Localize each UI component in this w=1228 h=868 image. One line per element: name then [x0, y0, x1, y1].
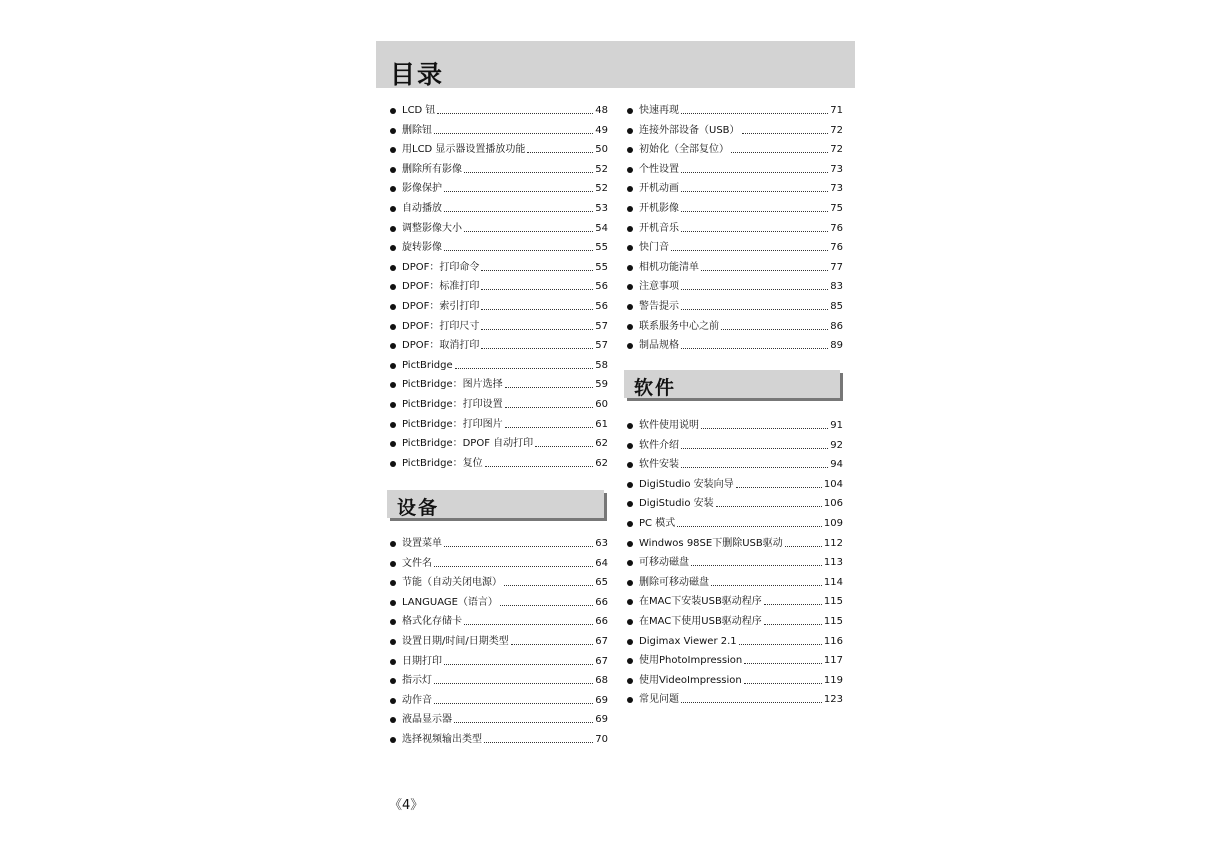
toc-entry-label: 软件介绍 — [639, 439, 679, 451]
dot-leader — [701, 428, 828, 429]
toc-entry-page: 89 — [830, 340, 843, 352]
toc-entry-page: 76 — [830, 242, 843, 254]
toc-entry-label: 调整影像大小 — [402, 222, 462, 234]
dot-leader — [785, 546, 822, 547]
toc-entry — [627, 614, 843, 628]
toc-entry-page: 123 — [823, 694, 843, 706]
toc-entry-page: 52 — [595, 163, 608, 175]
dot-leader — [764, 604, 822, 605]
bullet-icon — [390, 561, 396, 567]
section-title-device: 设备 — [397, 497, 440, 519]
toc-entry-label: 删除所有影像 — [402, 163, 462, 175]
toc-entry-page: 91 — [830, 420, 843, 431]
toc-entry-page: 77 — [830, 261, 843, 273]
toc-entry-page: 48 — [595, 105, 608, 116]
toc-entry-page: 115 — [823, 616, 843, 627]
toc-entry-label: 在MAC下安装USB驱动程序 — [639, 596, 762, 608]
toc-entry — [390, 712, 608, 726]
toc-entry — [627, 438, 843, 452]
toc-entry — [390, 693, 608, 707]
bullet-icon — [627, 580, 633, 586]
toc-entry-label: 软件安装 — [639, 459, 679, 471]
bullet-icon — [627, 697, 633, 703]
bullet-icon — [627, 639, 633, 645]
toc-entry-page: 113 — [823, 557, 843, 569]
toc-entry-page: 62 — [595, 457, 608, 469]
toc-entry — [627, 477, 843, 491]
toc-entry — [390, 673, 608, 687]
toc-entry-page: 70 — [595, 734, 608, 745]
bullet-icon — [390, 639, 396, 645]
dot-leader — [434, 683, 593, 684]
dot-leader — [711, 585, 822, 586]
toc-entry-label: DPOF：取消打印 — [402, 340, 480, 352]
toc-entry-label: 动作音 — [402, 694, 432, 706]
dot-leader — [744, 663, 822, 664]
bullet-icon — [627, 658, 633, 664]
toc-entry-label: Windwos 98SE下删除USB驱动 — [639, 537, 783, 549]
dot-leader — [744, 683, 822, 684]
dot-leader — [736, 487, 822, 488]
toc-entry-label: LCD 钮 — [402, 105, 436, 116]
toc-entry-label: 旋转影像 — [402, 242, 442, 254]
bullet-icon — [390, 600, 396, 606]
toc-entry-page: 112 — [823, 537, 843, 549]
toc-entry — [390, 575, 608, 589]
toc-entry — [627, 457, 843, 471]
toc-entry-page: 66 — [595, 616, 608, 628]
toc-entry-page: 66 — [595, 596, 608, 608]
toc-entry-page: 57 — [595, 340, 608, 352]
bullet-icon — [627, 443, 633, 449]
toc-entry — [390, 732, 608, 746]
toc-entry-label: 设置菜单 — [402, 538, 442, 549]
bullet-icon — [627, 462, 633, 468]
dot-leader — [681, 702, 822, 703]
toc-entry-label: 自动播放 — [402, 203, 442, 214]
toc-entry — [627, 418, 843, 432]
toc-entry-label: 日期打印 — [402, 655, 442, 667]
toc-entry-page: 71 — [830, 105, 843, 116]
dot-leader — [739, 644, 822, 645]
toc-entry-page: 106 — [823, 498, 843, 510]
toc-entry-label: 选择视频输出类型 — [402, 734, 482, 745]
page-title: 目录 — [390, 60, 445, 89]
toc-entry — [627, 575, 843, 589]
dot-leader — [434, 703, 593, 704]
toc-entry-page: 63 — [595, 538, 608, 549]
toc-entry-page: 69 — [595, 694, 608, 706]
toc-entry-page: 92 — [830, 439, 843, 451]
toc-entry-label: DigiStudio 安装向导 — [639, 478, 734, 490]
toc-entry — [627, 536, 843, 550]
bullet-icon — [390, 541, 396, 547]
toc-entry-page: 104 — [823, 478, 843, 490]
toc-entry — [390, 556, 608, 570]
toc-entry-page: 68 — [595, 675, 608, 687]
toc-entry-page: 76 — [830, 222, 843, 234]
dot-leader — [454, 722, 593, 723]
toc-entry-label: 可移动磁盘 — [639, 557, 689, 569]
bullet-icon — [390, 580, 396, 586]
toc-entry-label: DPOF：索引打印 — [402, 301, 480, 312]
page-number-footer: 《4》 — [389, 798, 424, 813]
toc-entry-page: 115 — [823, 596, 843, 608]
toc-entry-label: 软件使用说明 — [639, 420, 699, 431]
toc-entry-page: 116 — [823, 635, 843, 647]
toc-entry-label: PC 模式 — [639, 518, 676, 529]
toc-software-column — [627, 0, 843, 868]
toc-entry-page: 56 — [595, 301, 608, 312]
toc-entry — [627, 555, 843, 569]
bullet-icon — [390, 678, 396, 684]
bullet-icon — [627, 482, 633, 488]
dot-leader — [764, 624, 822, 625]
toc-entry-page: 57 — [595, 320, 608, 332]
toc-entry-label: PictBridge：打印图片 — [402, 418, 503, 430]
toc-entry-label: 文件名 — [402, 557, 432, 569]
toc-entry-label: 个性设置 — [639, 163, 679, 175]
toc-entry-label: 设置日期/时间/日期类型 — [402, 636, 509, 647]
bullet-icon — [627, 521, 633, 527]
toc-entry-page: 75 — [830, 203, 843, 214]
toc-entry-page: 94 — [830, 459, 843, 471]
section-title-software: 软件 — [634, 377, 677, 399]
toc-entry-page: 69 — [595, 714, 608, 726]
toc-entry — [627, 653, 843, 667]
toc-entry-label: 快速再现 — [639, 105, 679, 116]
toc-entry-label: 制品规格 — [639, 340, 679, 352]
toc-entry — [390, 634, 608, 648]
toc-entry — [627, 516, 843, 530]
toc-entry-label: 格式化存储卡 — [402, 616, 462, 628]
toc-entry-label: PictBridge：DPOF 自动打印 — [402, 438, 534, 450]
toc-entry-label: 开机音乐 — [639, 222, 679, 234]
toc-device-column — [390, 0, 608, 868]
toc-entry-page: 58 — [595, 359, 608, 371]
dot-leader — [500, 605, 593, 606]
toc-entry-label: DigiStudio 安装 — [639, 498, 714, 510]
bullet-icon — [627, 501, 633, 507]
dot-leader — [504, 585, 593, 586]
toc-entry-label: 在MAC下使用USB驱动程序 — [639, 616, 762, 627]
toc-entry-page: 59 — [595, 379, 608, 391]
dot-leader — [681, 467, 828, 468]
dot-leader — [464, 624, 593, 625]
toc-entry-page: 119 — [823, 674, 843, 686]
toc-entry-page: 50 — [595, 144, 608, 156]
toc-entry-page: 54 — [595, 222, 608, 234]
toc-entry-page: 61 — [595, 418, 608, 430]
toc-entry-label: LANGUAGE（语言） — [402, 596, 498, 608]
toc-entry-label: 快门音 — [639, 242, 669, 254]
dot-leader — [444, 664, 593, 665]
toc-entry-label: Digimax Viewer 2.1 — [639, 635, 737, 647]
toc-entry — [627, 673, 843, 687]
bullet-icon — [390, 717, 396, 723]
toc-entry — [390, 654, 608, 668]
bullet-icon — [390, 737, 396, 743]
toc-entry-label: 开机影像 — [639, 203, 679, 214]
bullet-icon — [627, 423, 633, 429]
toc-entry-label: 相机功能清单 — [639, 261, 699, 273]
bullet-icon — [627, 619, 633, 625]
toc-entry-label: 使用VideoImpression — [639, 674, 742, 686]
dot-leader — [681, 448, 828, 449]
toc-entry-label: PictBridge — [402, 359, 453, 371]
toc-entry-page: 65 — [595, 577, 608, 589]
bullet-icon — [390, 619, 396, 625]
toc-entry — [390, 595, 608, 609]
toc-entry — [627, 692, 843, 706]
toc-entry-label: DPOF：标准打印 — [402, 281, 480, 293]
bullet-icon — [390, 698, 396, 704]
toc-entry-page: 55 — [595, 261, 608, 273]
toc-entry-label: 警告提示 — [639, 301, 679, 312]
toc-entry-label: PictBridge：复位 — [402, 457, 483, 469]
dot-leader — [716, 506, 822, 507]
toc-entry-page: 53 — [595, 203, 608, 214]
toc-entry-label: 初始化（全部复位） — [639, 144, 729, 156]
toc-entry-page: 117 — [823, 655, 843, 667]
toc-entry-label: DPOF：打印尺寸 — [402, 320, 480, 332]
toc-entry-label: 节能（自动关闭电源） — [402, 577, 502, 589]
toc-entry-label: PictBridge：打印设置 — [402, 399, 503, 410]
toc-entry-page: 114 — [823, 576, 843, 588]
toc-entry — [627, 594, 843, 608]
dot-leader — [677, 526, 822, 527]
toc-entry-page: 73 — [830, 163, 843, 175]
bullet-icon — [627, 541, 633, 547]
toc-entry-label: 常见问题 — [639, 694, 679, 706]
toc-entry — [390, 614, 608, 628]
toc-entry-page: 67 — [595, 655, 608, 667]
bullet-icon — [627, 599, 633, 605]
dot-leader — [434, 566, 593, 567]
bullet-icon — [390, 659, 396, 665]
toc-entry-label: 联系服务中心之前 — [639, 320, 719, 332]
toc-entry-page: 109 — [823, 518, 843, 529]
toc-entry-page: 56 — [595, 281, 608, 293]
toc-entry-page: 62 — [595, 438, 608, 450]
toc-entry-label: 指示灯 — [402, 675, 432, 687]
toc-entry-page: 64 — [595, 557, 608, 569]
toc-entry-page: 86 — [830, 320, 843, 332]
toc-entry-page: 67 — [595, 636, 608, 647]
bullet-icon — [627, 678, 633, 684]
dot-leader — [511, 644, 594, 645]
bullet-icon — [627, 560, 633, 566]
toc-entry-label: PictBridge：图片选择 — [402, 379, 503, 391]
toc-entry-label: 液晶显示器 — [402, 714, 452, 726]
toc-entry — [627, 496, 843, 510]
toc-entry — [627, 634, 843, 648]
toc-entry-page: 73 — [830, 183, 843, 195]
toc-entry-label: 用LCD 显示器设置播放功能 — [402, 144, 526, 156]
toc-entry-label: 使用PhotoImpression — [639, 655, 743, 667]
toc-entry-label: 连接外部设备（USB） — [639, 124, 740, 136]
toc-entry-label: 注意事项 — [639, 281, 679, 293]
dot-leader — [444, 546, 593, 547]
toc-entry-page: 72 — [830, 144, 843, 156]
toc-entry-label: 开机动画 — [639, 183, 679, 195]
toc-entry-page: 49 — [595, 124, 608, 136]
toc-entry-label: 删除钮 — [402, 124, 432, 136]
toc-entry-label: 影像保护 — [402, 183, 442, 195]
toc-entry-page: 60 — [595, 399, 608, 410]
toc-entry-label: 删除可移动磁盘 — [639, 576, 709, 588]
toc-entry-page: 55 — [595, 242, 608, 254]
dot-leader — [484, 742, 593, 743]
toc-entry-page: 83 — [830, 281, 843, 293]
dot-leader — [691, 565, 822, 566]
toc-entry-page: 85 — [830, 301, 843, 312]
toc-entry-page: 72 — [830, 124, 843, 136]
toc-entry-label: DPOF：打印命令 — [402, 261, 480, 273]
toc-entry — [390, 536, 608, 550]
toc-entry-page: 52 — [595, 183, 608, 195]
